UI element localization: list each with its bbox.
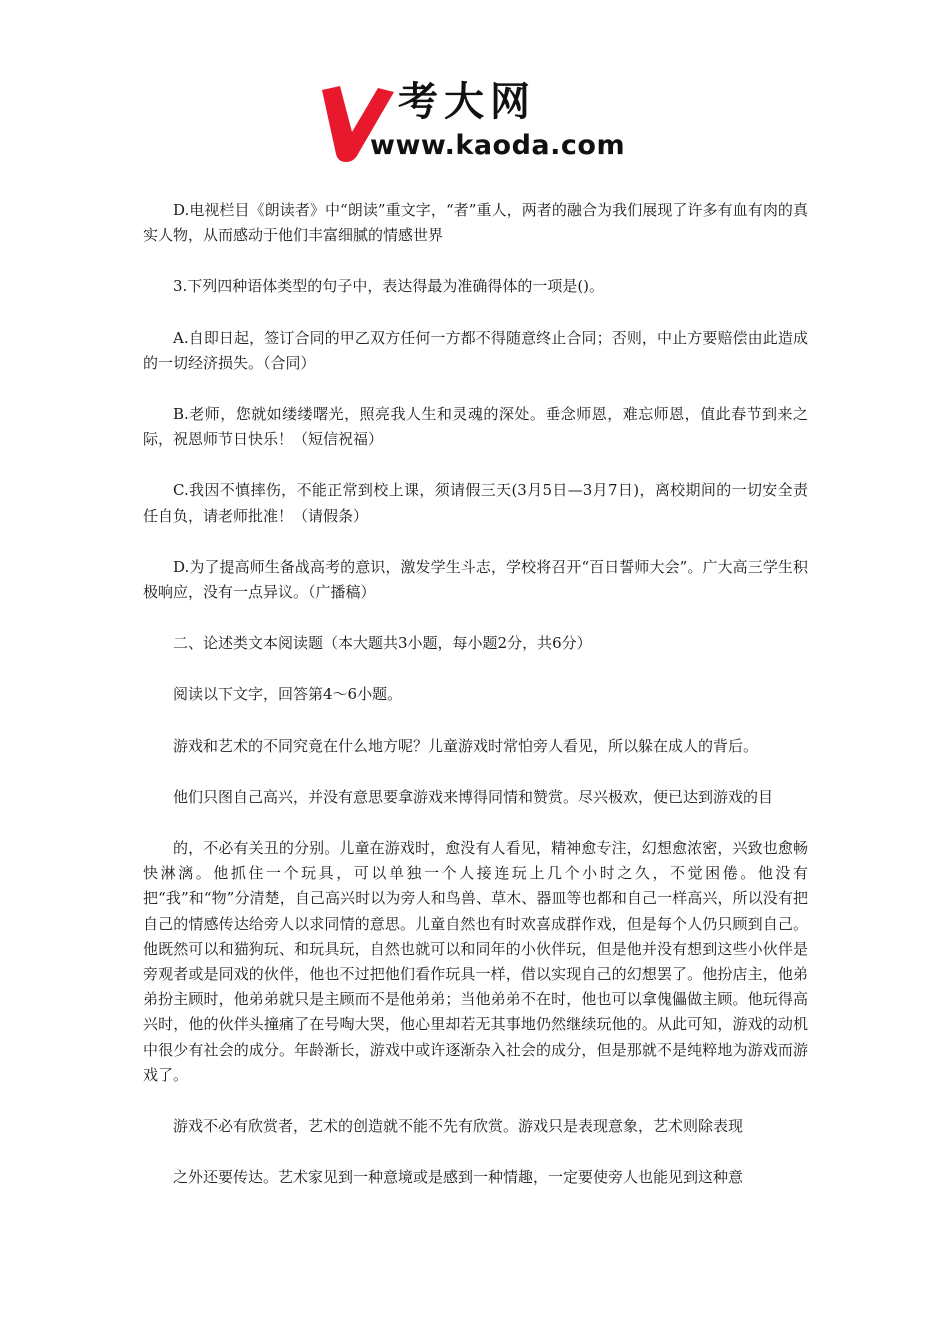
reading-instruction: 阅读以下文字，回答第4～6小题。 [173, 685, 403, 704]
section-heading: 二、论述类文本阅读题（本大题共3小题，每小题2分，共6分） [173, 634, 592, 653]
passage-paragraph: 的，不必有关丑的分别。儿童在游戏时，愈没有人看见，精神愈专注，幻想愈浓密，兴致也愈畅快淋漓。他抓住一个玩具，可以单独一个人接连玩上几个小时之久，不觉困倦。他没有把“我”和“物”分清楚，自己高兴时以为旁人和鸟兽、草木、器皿等也都和自己一样高兴，所以没有把自己的情感传达给旁人以求同情的意思。儿童自然也有时欢喜成群作戏，但是每个人仍只顾到自己。他既然可以和猫狗玩、和玩具玩，自然也就可以和同年的小伙伴玩，但是他并没有想到这些小伙伴是旁观者或是同戏的伙伴，他也不过把他们看作玩具一样，借以实现自己的幻想罢了。他扮店主，他弟弟扮主顾时，他弟弟就只是主顾而不是他弟弟；当他弟弟不在时，他也可以拿傀儡做主顾。他玩得高兴时，他的伙伴头撞痛了在号啕大哭，他心里却若无其事地仍然继续玩他的。从此可知，游戏的动机中很少有社会的成分。年龄渐长，游戏中或许逐渐杂入社会的成分，但是那就不是纯粹地为游戏而游戏了。 [143, 839, 808, 1084]
passage-paragraph: 游戏和艺术的不同究竟在什么地方呢？儿童游戏时常怕旁人看见，所以躲在成人的背后。 [173, 736, 759, 755]
option-d: D.为了提高师生备战高考的意识，激发学生斗志，学校将召开“百日誓师大会”。广大高三学生积极响应，没有一点异议。（广播稿） [143, 557, 808, 602]
option-d-sentence-q2: D.电视栏目《朗读者》中“朗读”重文字，“者”重人，两者的融合为我们展现了许多有血有肉的真实人物，从而感动于他们丰富细腻的情感世界 [143, 201, 808, 245]
kaoda-logo[interactable] [318, 76, 638, 168]
option-b: B.老师，您就如缕缕曙光，照亮我人生和灵魂的深处。垂念师恩，难忘师恩，值此春节到来之际，祝恩师节日快乐！（短信祝福） [143, 405, 808, 449]
document-body [143, 198, 808, 1216]
logo-url: www.kaoda.com [370, 130, 626, 161]
passage-paragraph: 他们只图自己高兴，并没有意思要拿游戏来博得同情和赞赏。尽兴极欢，便已达到游戏的目 [173, 787, 774, 806]
option-a: A.自即日起，签订合同的甲乙双方任何一方都不得随意终止合同；否则，中止方要赔偿由此造成的一切经济损失。（合同） [143, 328, 808, 372]
option-c: C.我因不慎摔伤，不能正常到校上课，须请假三天(3月5日—3月7日)，离校期间的一切安全责任自负，请老师批准！（请假条） [143, 481, 808, 525]
passage-paragraph: 游戏不必有欣赏者，艺术的创造就不能不先有欣赏。游戏只是表现意象，艺术则除表现 [173, 1117, 744, 1136]
question-3: 3.下列四种语体类型的句子中，表达得最为准确得体的一项是()。 [173, 277, 605, 296]
passage-paragraph: 之外还要传达。艺术家见到一种意境或是感到一种情趣，一定要使旁人也能见到这种意 [173, 1168, 744, 1187]
logo-brand-name: 考大网 [398, 79, 536, 125]
